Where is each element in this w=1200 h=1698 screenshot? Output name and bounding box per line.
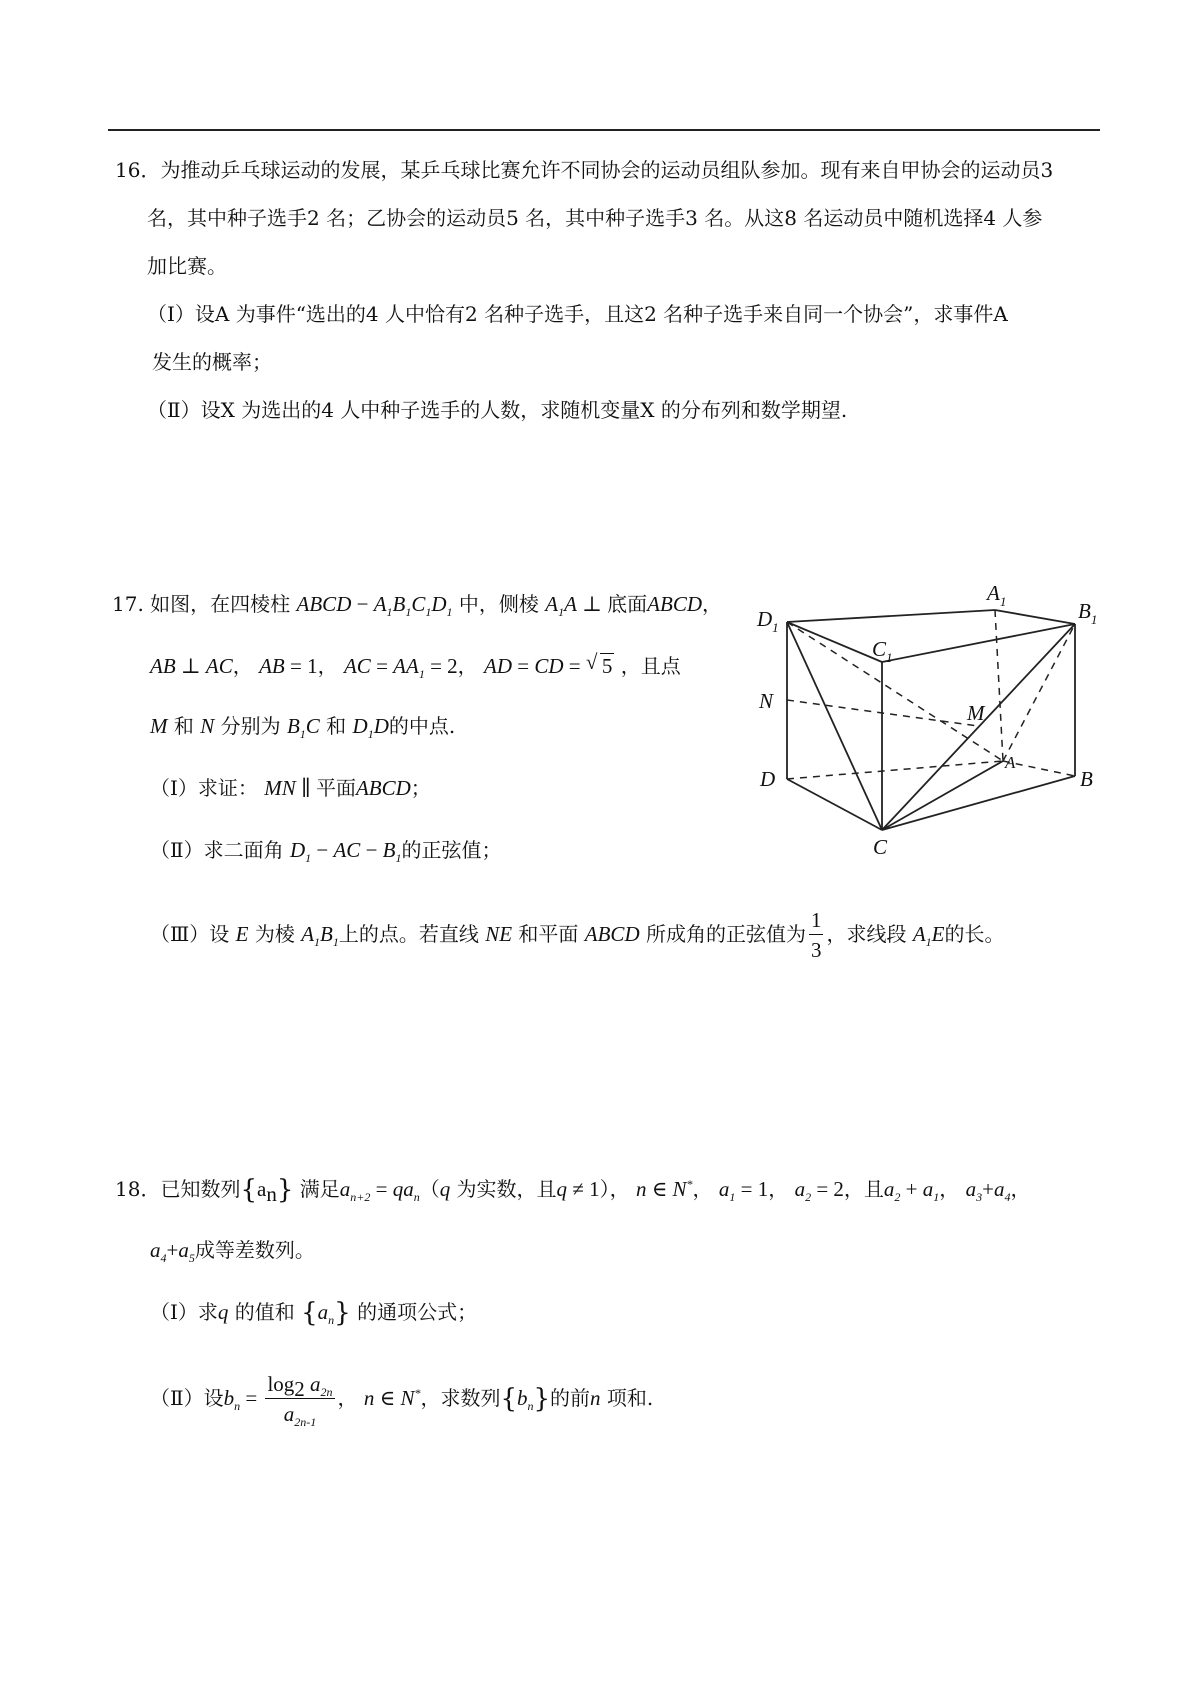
q16-line-3: 加比赛。 [147, 254, 227, 278]
label-N: N [759, 689, 774, 713]
q17-part-2: （Ⅱ）求二面角 $D_1$ − AC − $B_1$的正弦值； [150, 838, 502, 865]
q16-line-1: 16．为推动乒乓球运动的发展，某乒乓球比赛允许不同协会的运动员组队参加。现有来自甲协会的运动员3 [115, 158, 1054, 182]
q17-line-1: 17. 如图，在四棱柱 ABCD − $A_1B_1C_1D_1$ 中，侧棱 $A_1A$ ⊥ 底面ABCD， [112, 592, 722, 619]
q16-part-1-line-2: 发生的概率； [152, 350, 272, 374]
q16-part-2: （Ⅱ）设X 为选出的4 人中种子选手的人数，求随机变量X 的分布列和数学期望. [147, 398, 848, 422]
q17-part-1: （Ⅰ）求证： MN ∥ 平面ABCD； [150, 776, 431, 800]
prism-figure [755, 574, 1100, 874]
label-B: B [1080, 767, 1093, 791]
label-B1: $B_1$ [1078, 599, 1098, 627]
fraction-bn: $\frac{\log_2 a_{2n}}{a_{2n-1}}$ [267, 1372, 333, 1429]
top-rule [108, 129, 1100, 131]
q17-line-2: AB ⊥ AC， AB = 1， AC = $AA_1 = 2$， AD = CD = √ 5 ，且点 [150, 650, 681, 681]
q16-line-2: 名，其中种子选手2 名；乙协会的运动员5 名，其中种子选手3 名。从这8 名运动员中随机选择4 人参 [147, 206, 1043, 230]
label-C: C [873, 835, 888, 859]
q16-part-1-line-1: （Ⅰ）设A 为事件“选出的4 人中恰有2 名种子选手，且这2 名种子选手来自同一个协会”，求事件A [147, 302, 1008, 326]
label-D: D [760, 767, 776, 791]
label-D1: $D_1$ [757, 607, 779, 635]
label-A1: $A_1$ [987, 581, 1007, 609]
q17-line-3: M 和 N 分别为 $B_1C$ 和 $D_1D$的中点. [150, 714, 456, 741]
fraction-one-third: $\frac{1}{3}$ [810, 908, 822, 962]
label-M: M [967, 701, 985, 725]
q18-part-2: （Ⅱ）设$b_n$ = $\frac{\log_2 a_{2n}}{a_{2n-1}}$ ， n ∈ N*，求数列$\{b_n\}$的前n 项和. [150, 1372, 654, 1429]
q18-line-1: 18．已知数列$\{a_n\}$ 满足$a_{n+2} = qa_n(q$ 为实数，且q ≠ 1）， n ∈ N*， $a_1 = 1$， $a_2 = 2$，且$a_2 + a_1$， $a_3+a_4$， [115, 1175, 1031, 1206]
q18-line-2: $a_4+a_5$成等差数列。 [150, 1238, 315, 1265]
label-A: A [1005, 753, 1016, 772]
label-C1: $C_1$ [872, 637, 893, 665]
q17-part-3: （Ⅲ）设 E 为棱 $A_1B_1$上的点。若直线 NE 和平面 ABCD 所成角的正弦值为 $\frac{1}{3}$ ，求线段 $A_1E$的长。 [150, 908, 1005, 962]
q18-part-1: （Ⅰ）求q 的值和 $\{a_n\}$ 的通项公式； [150, 1298, 478, 1328]
